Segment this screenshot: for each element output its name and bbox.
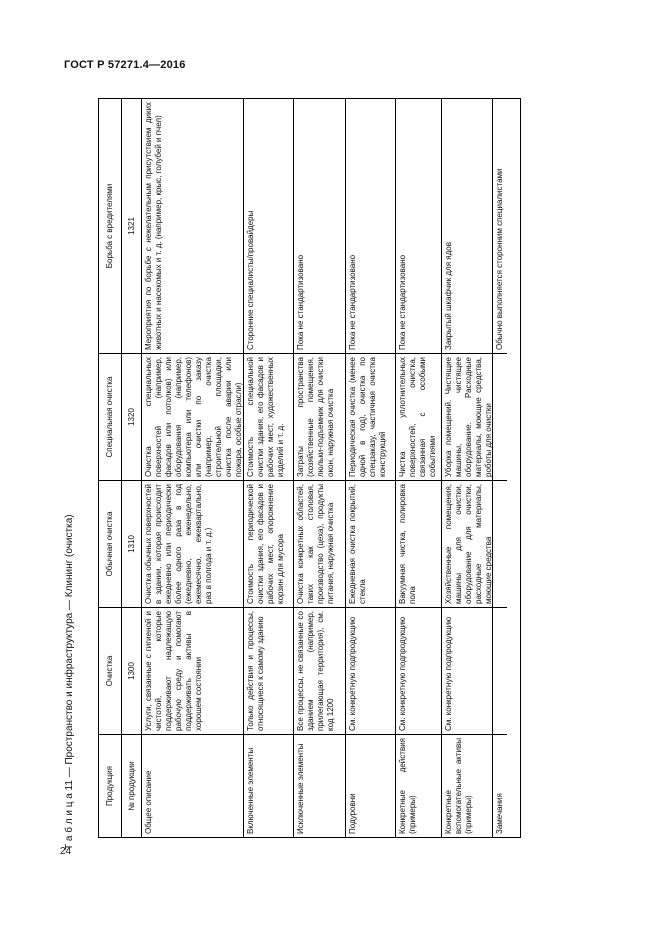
table-cell xyxy=(493,608,507,735)
row-label: Включенные элементы xyxy=(246,747,255,834)
header-products: Продукция xyxy=(105,765,114,807)
table-cell: Услуги, связанные с гигиеной и чистотой, которые поддерживают надлежащую рабочую среду и помогают поддерживать активы в хорошем состоянии xyxy=(142,608,243,735)
table-cell: Сторонние специалисты/провайдеры xyxy=(244,99,293,354)
table-row xyxy=(345,99,395,837)
table-cell: Уборка помещений. Чистящие машины, чистящее оборудование. Расходные материалы, моющие средства, роботы для очистки xyxy=(442,354,492,481)
code-1300: 1300 xyxy=(122,608,141,735)
table-cell: Пока не стандартизовано xyxy=(396,99,441,354)
table-code-row xyxy=(121,99,141,837)
table-cell: Закрытый шкафчик для ядов xyxy=(442,99,492,354)
table-cell: Только действия и процессы, относящиеся к самому зданию xyxy=(244,608,293,735)
table-cell: Очистка обычных поверхностей в здании, которая происходит ежедневно или периодически более одного раза в год (ежедневно, еженедельно, ежемесячно, ежеквартально, раз в полгода и т. д.) xyxy=(142,481,243,608)
table-cell: Стоимость периодической очистки здания, его фасадов и рабочих мест, опорожнение корзин для мусора xyxy=(244,481,293,608)
header-special-cleaning: Специальная очистка xyxy=(99,354,121,481)
table-cell: Затраты пространства (хозяйственные помещения, люльки-подъемник для очистки окон, наружная очистка xyxy=(294,354,345,481)
table-cell xyxy=(493,481,507,608)
document-header: ГОСТ Р 57271.4—2016 xyxy=(64,59,186,71)
code-1310: 1310 xyxy=(122,481,141,608)
table-cell: См. конкретную подпродукцию xyxy=(442,608,492,735)
table-cell: Пока не стандартизовано xyxy=(294,99,345,354)
table-cell: Очистка специальных поверхностей (например, фасадов или потолков) или оборудования (например, компьютера или телефонов) или очистки по заказу (например, очистка строительной площадки, очистка после аварии или пожара, особые отрасли) xyxy=(142,354,243,481)
row-label: Конкретные действия (примеры) xyxy=(398,738,417,834)
row-label: Исключенные элементы xyxy=(296,743,305,834)
table-cell: Ежедневная очистка покрытий, стекла xyxy=(346,481,395,608)
table-cell: Вакуумная чистка, полировка пола xyxy=(396,481,441,608)
table-cell: Хозяйственные помещения, машины для очистки, оборудование для очистки, расходные материалы, моющие средства xyxy=(442,481,492,608)
table-row xyxy=(441,99,492,837)
table-cell: Стоимость специальной очистки здания, его фасадов и рабочих мест, художественных изделий и т. д. xyxy=(244,354,293,481)
row-label: Общее описание xyxy=(144,770,153,834)
table-row xyxy=(243,99,293,837)
row-label: Подуровни xyxy=(348,793,357,834)
table-header-row xyxy=(99,99,121,837)
page-number: 24 xyxy=(60,846,72,857)
table-cell: Все процессы, не связанные со зданием (например, прилегающая территория), см. код 1200 xyxy=(294,608,345,735)
code-label: № продукции xyxy=(126,761,136,811)
table-cell: Обычно выполняется сторонним специалистами xyxy=(493,99,507,354)
table-row xyxy=(293,99,345,837)
table-cell: Пока не стандартизовано xyxy=(346,99,395,354)
table-caption: Т а б л и ц а 11 — Пространство и инфраструктура — Клининг (очистка) xyxy=(64,514,75,850)
table-cell: Периодическая очистка (менее одной в год), очистка по спецзаказу, частичная очистка конструкций xyxy=(346,354,395,481)
row-label: Конкретные вспомогательные активы (примеры) xyxy=(444,738,473,834)
table-cell: Очистка конкретных областей, таких как столовая, производство (цеха), продукты питания, наружная очистка xyxy=(294,481,345,608)
cleaning-table xyxy=(98,98,521,838)
table-cell: Чистка уплотнительных поверхностей, очистка, связанная с особыми событиями xyxy=(396,354,441,481)
row-label: Замечания xyxy=(495,793,504,834)
header-cleaning: Очистка xyxy=(99,608,121,735)
table-cell xyxy=(493,354,507,481)
table-row xyxy=(395,99,441,837)
table-row xyxy=(492,99,507,837)
header-regular-cleaning: Обычная очистка xyxy=(99,481,121,608)
table-cell: См. конкретную подпродукцию xyxy=(346,608,395,735)
table-cell: Мероприятия по борьбе с нежелательным присутствием диких животных и насекомых и т. д. (например, крыс, голубей и пчел) xyxy=(142,99,243,354)
code-1321: 1321 xyxy=(122,99,141,354)
table-row xyxy=(141,99,243,837)
header-pest-control: Борьба с вредителями xyxy=(99,99,121,354)
table-cell: См. конкретную подпродукцию xyxy=(396,608,441,735)
code-1320: 1320 xyxy=(122,354,141,481)
